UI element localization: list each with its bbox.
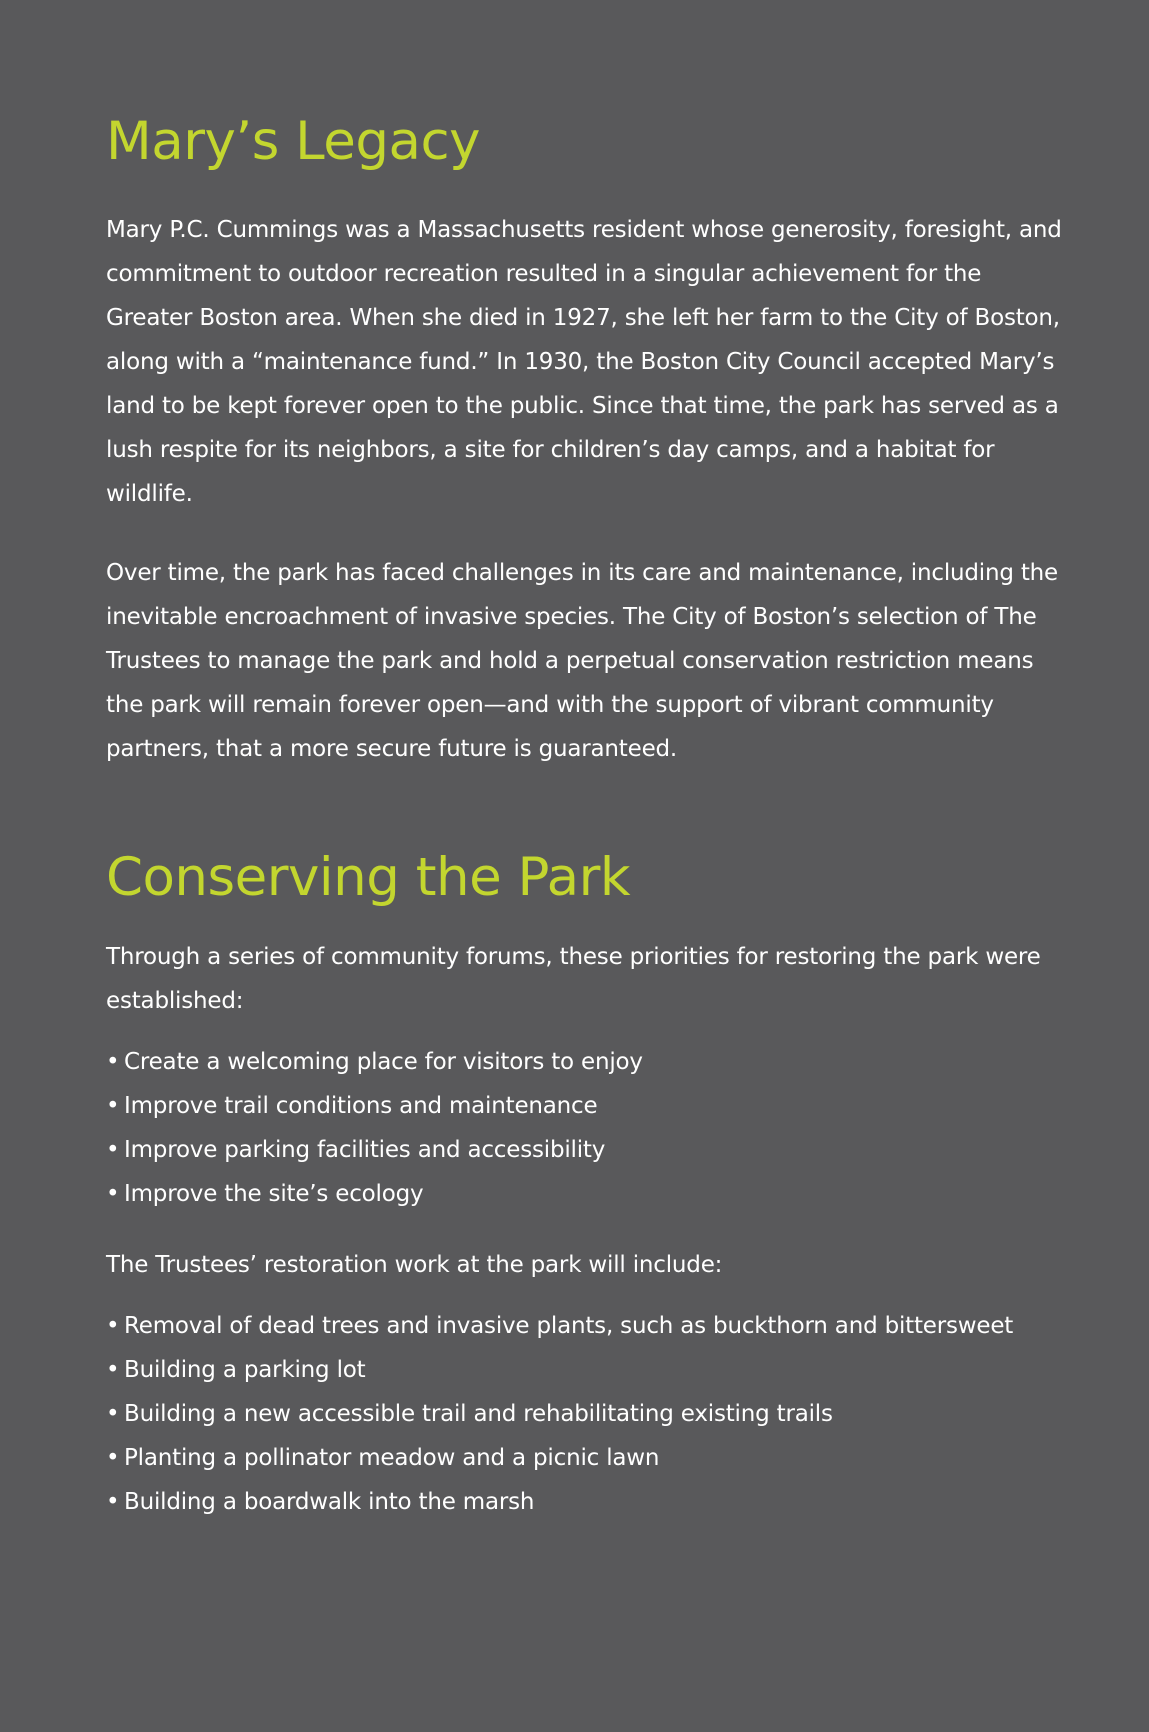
restoration-intro: The Trustees’ restoration work at the park will include: [106,1252,723,1278]
list-item [106,1128,1069,1172]
marys-legacy-section [106,110,1069,771]
list-item [106,1436,1069,1480]
list-item [106,1304,1069,1348]
bullet-icon: • [106,1181,120,1207]
legacy-paragraph: Over time, the park has faced challenges in its care and maintenance, including the inevitable encroachment of invasive species. The City of Boston’s selection of The Trustees to manage the park and hold a perpetual conservation restriction means the park will remain forever open—and with the support of vibrant community partners, that a more secure future is guaranteed. [106,560,1059,762]
priorities-intro: Through a series of community forums, these priorities for restoring the park were established: [106,944,1041,1014]
restoration-list [106,1304,1069,1524]
list-item-text: Improve trail conditions and maintenance [124,1093,598,1119]
list-item-text: Planting a pollinator meadow and a picnic lawn [124,1445,660,1471]
list-item [106,1084,1069,1128]
bullet-icon: • [106,1401,120,1427]
list-item-text: Improve the site’s ecology [124,1181,424,1207]
bullet-icon: • [106,1137,120,1163]
list-item-text: Create a welcoming place for visitors to enjoy [124,1049,643,1075]
bullet-icon: • [106,1049,120,1075]
priorities-list [106,1040,1069,1216]
bullet-icon: • [106,1313,120,1339]
section-title-marys-legacy: Mary’s Legacy [106,111,480,172]
list-item [106,1040,1069,1084]
section-title-conserving-the-park: Conserving the Park [106,847,631,908]
list-item-text: Improve parking facilities and accessibility [124,1137,606,1163]
conserving-the-park-section [106,846,1069,1524]
bullet-icon: • [106,1489,120,1515]
bullet-icon: • [106,1357,120,1383]
list-item-text: Building a new accessible trail and rehabilitating existing trails [124,1401,833,1427]
bullet-icon: • [106,1093,120,1119]
list-item [106,1172,1069,1216]
list-item-text: Building a boardwalk into the marsh [124,1489,535,1515]
list-item-text: Removal of dead trees and invasive plants, such as buckthorn and bittersweet [124,1313,1014,1339]
list-item [106,1480,1069,1524]
bullet-icon: • [106,1445,120,1471]
list-item-text: Building a parking lot [124,1357,366,1383]
list-item [106,1392,1069,1436]
legacy-paragraph: Mary P.C. Cummings was a Massachusetts resident whose generosity, foresight, and commitment to outdoor recreation resulted in a singular achievement for the Greater Boston area. When she died in 1927, she left her farm to the City of Boston, along with a “maintenance fund.” In 1930, the Boston City Council accepted Mary’s land to be kept forever open to the public. Since that time, the park has served as a lush respite for its neighbors, a site for children’s day camps, and a habitat for wildlife. [106,217,1062,507]
list-item [106,1348,1069,1392]
